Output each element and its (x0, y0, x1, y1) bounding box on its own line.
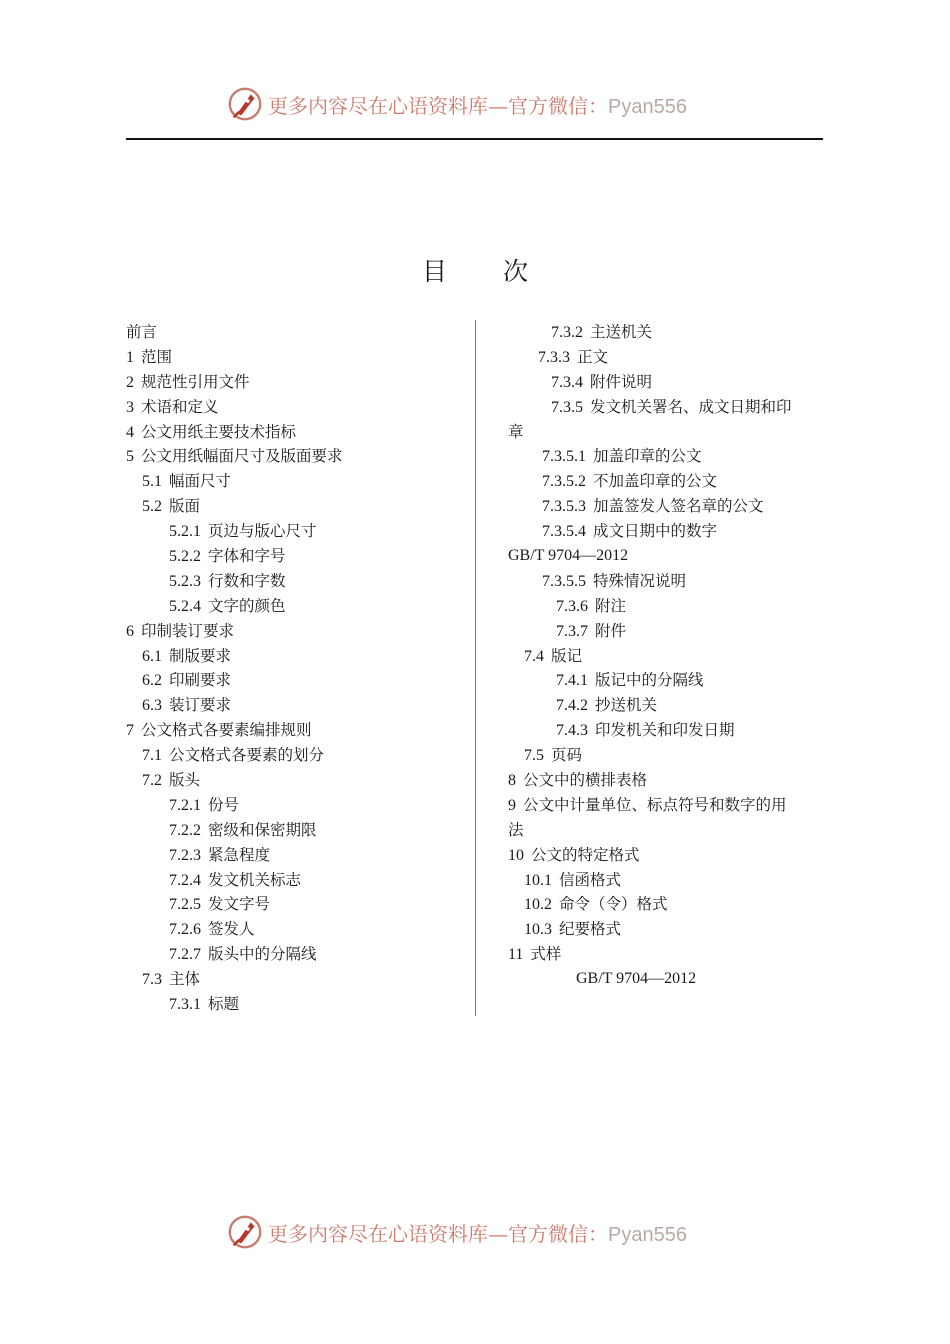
toc-entry[interactable] (126, 619, 446, 644)
toc-entry-label: 特殊情况说明 (593, 571, 687, 590)
toc-entry-label: 公文的特定格式 (531, 845, 640, 864)
toc-entry-number: 7.3.5.3 (542, 498, 586, 516)
toc-entry-number: 7.3.5.4 (542, 523, 586, 541)
column-divider (475, 320, 476, 1016)
toc-entry-number: 7.3.1 (169, 996, 201, 1014)
page-title: 目 次 (422, 257, 552, 286)
toc-entry-number: 7.2.5 (169, 896, 201, 914)
toc-entry-number: 7.3.3 (538, 348, 570, 366)
watermark-banner-bottom (0, 1210, 950, 1254)
toc-entry[interactable] (126, 569, 446, 594)
toc-entry-number: 9 (508, 796, 516, 814)
toc-entry[interactable] (126, 320, 446, 345)
toc-entry-number: 5 (126, 448, 134, 466)
toc-entry[interactable] (126, 544, 446, 569)
toc-entry[interactable] (126, 868, 446, 893)
toc-entry-label: 成文日期中的数字 (593, 522, 718, 541)
toc-entry[interactable] (126, 942, 446, 967)
toc-entry-number: 7.5 (524, 747, 544, 765)
toc-entry-label: 章 (508, 422, 524, 441)
toc-entry[interactable] (126, 519, 446, 544)
toc-entry-label: 标题 (208, 995, 240, 1014)
toc-entry[interactable] (126, 444, 446, 469)
toc-entry[interactable] (508, 942, 828, 967)
toc-entry-number: 7.2.1 (169, 796, 201, 814)
toc-entry[interactable] (126, 420, 446, 445)
toc-entry-number: 7.3.7 (556, 622, 588, 640)
toc-entry[interactable] (508, 818, 828, 843)
toc-entry[interactable] (126, 494, 446, 519)
toc-entry-label: 版头中的分隔线 (208, 945, 317, 964)
toc-entry-label: 正文 (577, 347, 609, 366)
toc-entry[interactable] (126, 892, 446, 917)
toc-entry-number: 7.2.3 (169, 846, 201, 864)
toc-entry-number: 5.2 (142, 498, 162, 516)
toc-entry[interactable] (126, 768, 446, 793)
toc-entry-label: 发文字号 (208, 895, 271, 914)
toc-entry-number: 7.3.5 (551, 398, 583, 416)
toc-entry[interactable] (126, 992, 446, 1017)
toc-entry-number: 11 (508, 946, 524, 964)
toc-entry-label: 术语和定义 (141, 397, 219, 416)
toc-entry-number: 7.2.4 (169, 871, 201, 889)
toc-entry-label: 主送机关 (590, 323, 653, 341)
toc-entry[interactable] (126, 967, 446, 992)
toc-entry-number: 7.3.6 (556, 597, 588, 615)
toc-entry[interactable] (508, 519, 828, 544)
toc-entry[interactable] (508, 544, 828, 569)
toc-entry[interactable] (508, 768, 828, 793)
toc-entry[interactable] (126, 644, 446, 669)
toc-entry[interactable] (508, 693, 828, 718)
toc-entry[interactable] (508, 668, 828, 693)
toc-entry[interactable] (508, 370, 828, 395)
toc-entry-number: 7.2 (142, 772, 162, 790)
toc-entry-number: 5.2.2 (169, 548, 201, 566)
toc-entry-number: 10 (508, 846, 524, 864)
toc-entry-number: 1 (126, 348, 134, 366)
toc-entry-number: 7 (126, 722, 134, 740)
toc-entry-label: 抄送机关 (595, 696, 658, 715)
toc-entry[interactable] (126, 469, 446, 494)
toc-entry-label: 公文格式各要素的划分 (169, 746, 325, 765)
toc-entry[interactable] (508, 494, 828, 519)
toc-entry-label: 版头 (169, 771, 201, 790)
toc-entry[interactable] (508, 619, 828, 644)
toc-entry-label: 发文机关标志 (208, 870, 302, 889)
toc-entry-label: 版记 (551, 646, 583, 665)
toc-entry[interactable] (508, 892, 828, 917)
toc-entry[interactable] (508, 345, 828, 370)
pen-nib-logo-icon (226, 1213, 264, 1251)
toc-entry-label: 页码 (551, 746, 583, 765)
toc-entry-label: 签发人 (208, 920, 255, 939)
toc-entry-number: 7.1 (142, 747, 162, 765)
toc-entry[interactable] (126, 793, 446, 818)
toc-entry[interactable] (508, 793, 828, 818)
toc-entry-number: 7.3 (142, 971, 162, 989)
watermark-text: 更多内容尽在心语资料库—官方微信：Pyan556 (268, 93, 687, 118)
toc-entry-label: 印刷要求 (169, 671, 232, 690)
header-rule (126, 138, 823, 140)
toc-left-column (126, 320, 446, 1017)
toc-entry[interactable] (508, 569, 828, 594)
toc-entry-number: 10.1 (524, 871, 552, 889)
toc-entry-label: 印制装订要求 (141, 621, 235, 640)
toc-entry[interactable] (508, 967, 828, 992)
toc-entry-number: 7.2.2 (169, 821, 201, 839)
toc-entry-number: 7.3.2 (551, 324, 583, 341)
toc-entry-label: 附件 (595, 621, 627, 640)
wechat-id: Pyan556 (608, 95, 687, 118)
toc-entry-label: 文字的颜色 (208, 596, 286, 615)
toc-entry-label: 版记中的分隔线 (595, 671, 704, 690)
watermark-banner-top (0, 82, 950, 126)
toc-entry[interactable] (126, 345, 446, 370)
toc-entry-number: 8 (508, 772, 516, 790)
toc-entry-label: 印发机关和印发日期 (595, 721, 735, 740)
watermark-content (226, 82, 687, 126)
toc-entry-number: 7.2.7 (169, 946, 201, 964)
toc-entry-label: 制版要求 (169, 646, 232, 665)
toc-entry-number: 4 (126, 423, 134, 441)
toc-entry-number: 7.3.4 (551, 373, 583, 391)
toc-entry-label: 附注 (595, 596, 627, 615)
toc-entry[interactable] (126, 718, 446, 743)
toc-entry[interactable] (126, 395, 446, 420)
toc-entry[interactable] (508, 420, 828, 445)
toc-entry-number: 5.2.1 (169, 523, 201, 541)
toc-entry-label: 密级和保密期限 (208, 820, 317, 839)
toc-entry-label: 紧急程度 (208, 845, 271, 864)
toc-entry-label: 页边与版心尺寸 (208, 522, 317, 541)
toc-entry-number: 7.3.5.1 (542, 448, 586, 466)
toc-entry-label: 公文中计量单位、标点符号和数字的用 (523, 795, 787, 814)
toc-entry-label: 行数和字数 (208, 571, 286, 590)
toc-entry[interactable] (126, 668, 446, 693)
toc-entry-label: 公文用纸幅面尺寸及版面要求 (141, 447, 343, 466)
toc-entry-number: 10.3 (524, 921, 552, 939)
toc-right-column (508, 320, 828, 992)
toc-entry-label: 不加盖印章的公文 (593, 472, 718, 491)
toc-entry-number: 6.2 (142, 672, 162, 690)
toc-entry[interactable] (508, 644, 828, 669)
toc-entry-label: 版面 (169, 497, 201, 516)
toc-entry-number: 7.2.6 (169, 921, 201, 939)
toc-entry[interactable] (508, 868, 828, 893)
toc-entry-label: 份号 (208, 795, 240, 814)
toc-entry[interactable] (126, 743, 446, 768)
toc-entry[interactable] (508, 743, 828, 768)
toc-entry-number: 6.3 (142, 697, 162, 715)
toc-entry-number: 3 (126, 398, 134, 416)
toc-entry[interactable] (508, 444, 828, 469)
toc-entry-number: 5.2.4 (169, 597, 201, 615)
toc-entry-label: 附件说明 (590, 372, 653, 391)
toc-entry-label: 命令（令）格式 (559, 895, 668, 914)
toc-entry-label: 公文中的横排表格 (523, 771, 648, 790)
toc-entry[interactable] (126, 594, 446, 619)
toc-entry[interactable] (508, 718, 828, 743)
toc-entry[interactable] (126, 693, 446, 718)
toc-entry-label: 前言 (126, 323, 158, 341)
toc-entry-number: 7.4.2 (556, 697, 588, 715)
toc-entry[interactable] (126, 370, 446, 395)
toc-entry[interactable] (508, 917, 828, 942)
toc-entry-label: 式样 (530, 945, 562, 964)
toc-entry[interactable] (126, 843, 446, 868)
toc-entry[interactable] (508, 395, 828, 420)
wechat-id: Pyan556 (608, 1223, 687, 1246)
watermark-content (226, 1210, 687, 1254)
toc-entry-number: 7.4.3 (556, 722, 588, 740)
toc-entry-label: 规范性引用文件 (141, 372, 250, 391)
toc-entry-label: 加盖印章的公文 (593, 447, 702, 466)
toc-entry-label: 公文格式各要素编排规则 (141, 721, 312, 740)
toc-entry-number: 5.2.3 (169, 572, 201, 590)
toc-entry-label: 主体 (169, 970, 201, 989)
toc-entry-label: 范围 (141, 347, 173, 366)
toc-entry-number: 2 (126, 373, 134, 391)
toc-entry[interactable] (126, 917, 446, 942)
pen-nib-logo-icon (226, 85, 264, 123)
toc-entry-number: 7.4 (524, 647, 544, 665)
toc-entry[interactable] (508, 843, 828, 868)
toc-entry-label: 加盖签发人签名章的公文 (593, 497, 764, 516)
watermark-text: 更多内容尽在心语资料库—官方微信：Pyan556 (268, 1221, 687, 1246)
toc-entry-label: 信函格式 (559, 870, 622, 889)
toc-entry-label: 装订要求 (169, 696, 232, 715)
toc-entry[interactable] (508, 594, 828, 619)
toc-entry-label: 幅面尺寸 (169, 472, 232, 491)
toc-entry-label: GB/T 9704—2012 (508, 547, 629, 565)
toc-entry[interactable] (508, 320, 828, 345)
toc-entry-label: 公文用纸主要技术指标 (141, 422, 297, 441)
toc-entry-label: 字体和字号 (208, 547, 286, 566)
toc-entry-label: 发文机关署名、成文日期和印 (590, 397, 792, 416)
toc-entry[interactable] (126, 818, 446, 843)
toc-entry-number: 6 (126, 622, 134, 640)
toc-entry-label: GB/T 9704—2012 (576, 970, 697, 988)
toc-entry-number: 7.3.5.2 (542, 473, 586, 491)
toc-entry-label: 纪要格式 (559, 920, 622, 939)
toc-entry-number: 7.4.1 (556, 672, 588, 690)
toc-entry-number: 5.1 (142, 473, 162, 491)
toc-entry-number: 7.3.5.5 (542, 572, 586, 590)
toc-entry-label: 法 (508, 820, 524, 839)
toc-entry[interactable] (508, 469, 828, 494)
toc-entry-number: 10.2 (524, 896, 552, 914)
toc-entry-number: 6.1 (142, 647, 162, 665)
